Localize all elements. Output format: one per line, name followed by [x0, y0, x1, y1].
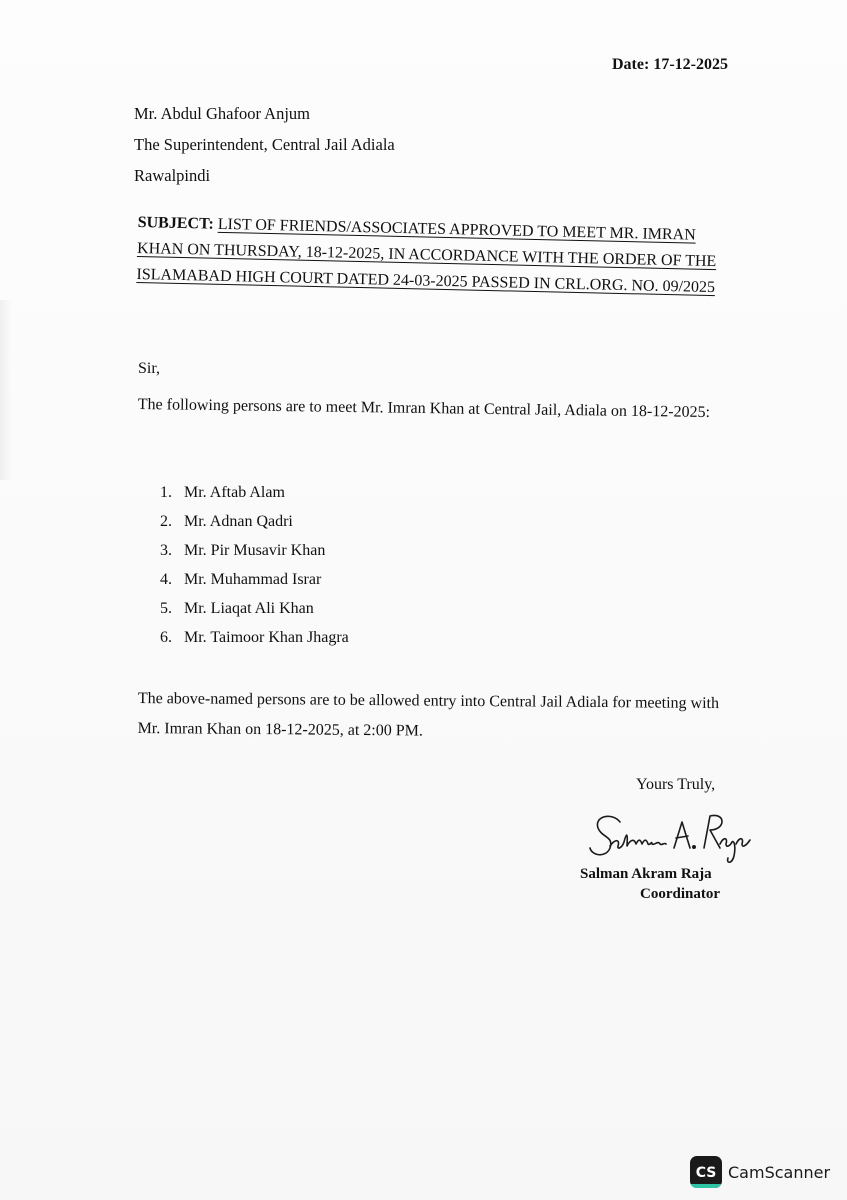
recipient-city: Rawalpindi	[134, 166, 211, 185]
list-number: 1.	[160, 484, 172, 501]
camscanner-logo-icon	[690, 1156, 722, 1188]
list-item	[160, 478, 349, 507]
yours-truly: Yours Truly,	[636, 776, 716, 793]
person-name: Mr. Muhammad Israr	[184, 571, 322, 588]
list-number: 4.	[160, 571, 172, 588]
list-number: 2.	[160, 513, 172, 530]
list-number: 6.	[160, 629, 172, 646]
recipient-title: The Superintendent, Central Jail Adiala	[134, 135, 395, 154]
closing-paragraph: The above-named persons are to be allowed entry into Central Jail Adiala for meeting with Mr. Imran Khan on 18-12-2025, at 2:00 PM.	[137, 689, 720, 740]
list-item	[160, 536, 349, 565]
camscanner-watermark	[690, 1156, 830, 1188]
list-item	[160, 565, 349, 594]
person-name: Mr. Taimoor Khan Jhagra	[184, 629, 349, 646]
intro-paragraph: The following persons are to meet Mr. Imran Khan at Central Jail, Adiala on 18-12-2025:	[137, 395, 711, 421]
svg-text:CS: CS	[695, 1165, 717, 1181]
subject-block	[136, 210, 718, 301]
list-item	[160, 623, 349, 652]
salutation: Sir,	[138, 360, 161, 377]
handwritten-signature	[586, 800, 756, 870]
signatory-title: Coordinator	[640, 886, 720, 902]
person-name: Mr. Pir Musavir Khan	[184, 542, 326, 559]
person-name: Mr. Adnan Qadri	[184, 513, 293, 530]
list-number: 5.	[160, 600, 172, 617]
persons-list	[160, 478, 349, 652]
subject-label: SUBJECT:	[137, 213, 215, 233]
list-item	[160, 594, 349, 623]
subject-text: LIST OF FRIENDS/ASSOCIATES APPROVED TO MEET MR. IMRAN KHAN ON THURSDAY, 18-12-2025, IN ACCORDANCE WITH THE ORDER OF THE ISLAMABAD HIGH COURT DATED 24-03-2025 PASSED IN CRL.ORG. NO. 09/2025	[136, 215, 717, 297]
scan-shadow	[0, 300, 12, 480]
signatory-name: Salman Akram Raja	[580, 866, 712, 882]
letter-date: Date: 17-12-2025	[612, 56, 728, 73]
recipient-name: Mr. Abdul Ghafoor Anjum	[134, 104, 310, 123]
list-number: 3.	[160, 542, 172, 559]
person-name: Mr. Aftab Alam	[184, 484, 285, 501]
camscanner-label: CamScanner	[728, 1162, 831, 1182]
list-item	[160, 507, 349, 536]
recipient-address	[134, 98, 395, 191]
person-name: Mr. Liaqat Ali Khan	[184, 600, 314, 617]
